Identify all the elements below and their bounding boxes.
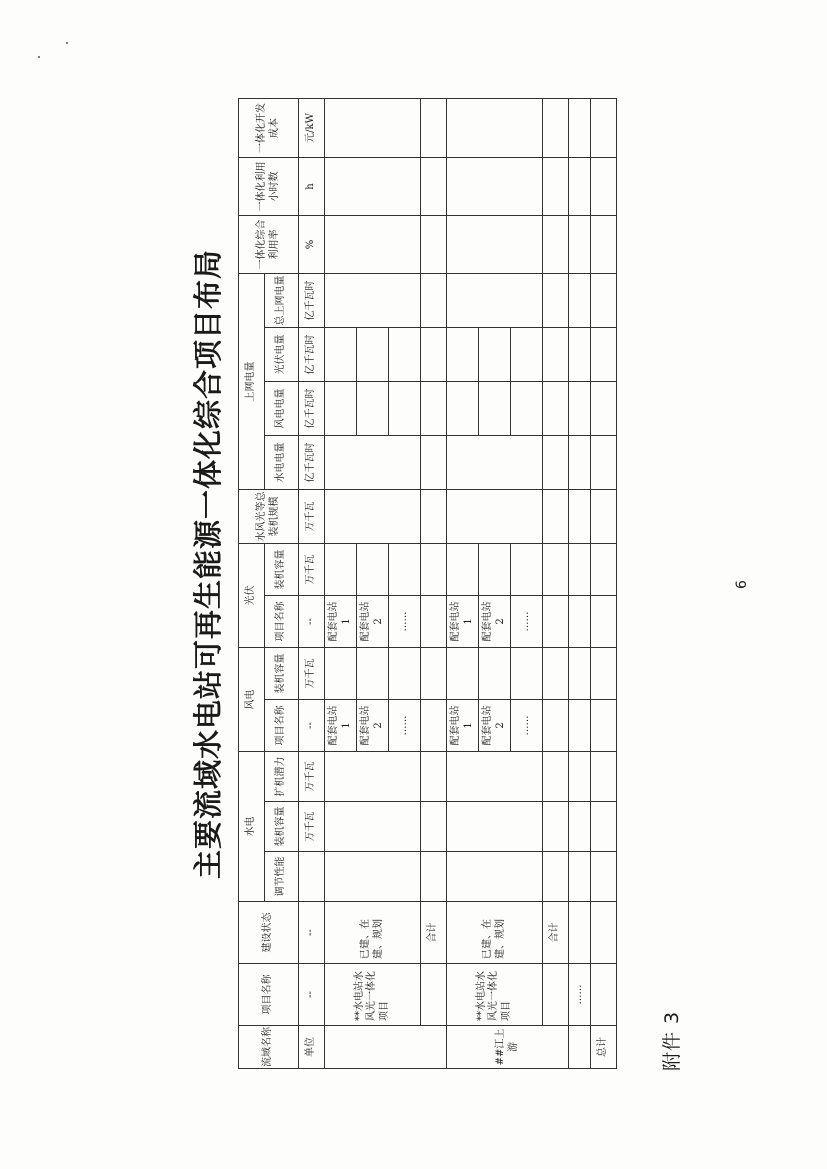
wind-station-cell: 配套电站 2 bbox=[357, 699, 389, 751]
unit-expansion: 万千瓦 bbox=[299, 751, 325, 801]
header-pv-capacity: 装机容量 bbox=[265, 543, 299, 595]
header-wind-capacity: 装机容量 bbox=[265, 647, 299, 699]
table-row bbox=[325, 98, 357, 1068]
header-wind-energy: 风电电量 bbox=[265, 381, 299, 435]
header-hydro-capacity: 装机容量 bbox=[265, 802, 299, 852]
unit-wind-project: -- bbox=[299, 699, 325, 751]
unit-regulation bbox=[299, 852, 325, 902]
unit-label: 单位 bbox=[299, 1026, 325, 1069]
unit-hydro-capacity: 万千瓦 bbox=[299, 802, 325, 852]
subtotal-row bbox=[543, 98, 569, 1068]
unit-pv-energy: 亿千瓦时 bbox=[299, 327, 325, 381]
header-hydro: 水电 bbox=[239, 751, 265, 901]
ellipsis-basin bbox=[569, 1026, 591, 1069]
pv-station-cell: …… bbox=[389, 595, 421, 647]
header-total-capacity: 水风光等总装机规模 bbox=[239, 489, 299, 543]
wind-station-cell: 配套电站 2 bbox=[479, 699, 511, 751]
status-cell: 已建、在建、规划 bbox=[447, 902, 543, 964]
unit-row bbox=[299, 98, 325, 1068]
subtotal-spacer bbox=[543, 964, 569, 1026]
header-wind: 风电 bbox=[239, 647, 265, 751]
header-pv-energy: 光伏电量 bbox=[265, 327, 299, 381]
unit-util-rate: % bbox=[299, 215, 325, 273]
unit-pv-capacity: 万千瓦 bbox=[299, 543, 325, 595]
attachment-label: 附件 3 bbox=[661, 1010, 683, 1071]
pv-station-cell: 配套电站 2 bbox=[479, 595, 511, 647]
header-row-1 bbox=[239, 98, 265, 1068]
basin-cell bbox=[325, 1026, 447, 1069]
header-basin: 流域名称 bbox=[239, 1026, 299, 1069]
unit-util-hours: h bbox=[299, 157, 325, 215]
ellipsis-row bbox=[569, 98, 591, 1068]
unit-wind-capacity: 万千瓦 bbox=[299, 647, 325, 699]
subtotal-row bbox=[421, 98, 447, 1068]
header-pv: 光伏 bbox=[239, 543, 265, 647]
page-title: 主要流域水电站可再生能源一体化综合项目布局 bbox=[191, 248, 225, 879]
header-wind-project: 项目名称 bbox=[265, 699, 299, 751]
table-row bbox=[447, 98, 479, 1068]
project-cell: **水电站水风光一体化项目 bbox=[447, 964, 543, 1026]
unit-hydro-energy: 亿千瓦时 bbox=[299, 435, 325, 489]
project-layout-table bbox=[238, 98, 617, 1069]
grand-total-row bbox=[591, 98, 617, 1068]
header-util-hours: 一体化利用小时数 bbox=[239, 157, 299, 215]
grand-total-label: 总计 bbox=[591, 1026, 617, 1069]
unit-pv-project: -- bbox=[299, 595, 325, 647]
pv-station-cell: 配套电站 1 bbox=[325, 595, 357, 647]
subtotal-label: 合计 bbox=[543, 902, 569, 964]
header-cost: 一体化开发成本 bbox=[239, 98, 299, 157]
header-util-rate: 一体化综合利用率 bbox=[239, 215, 299, 273]
subtotal-label: 合计 bbox=[421, 902, 447, 964]
project-cell: **水电站水风光一体化项目 bbox=[325, 964, 421, 1026]
page-number: 6 bbox=[734, 580, 750, 589]
header-grid-energy: 上网电量 bbox=[239, 273, 265, 489]
status-cell: 已建、在建、规划 bbox=[325, 902, 421, 964]
header-total-energy: 总上网电量 bbox=[265, 273, 299, 327]
unit-wind-energy: 亿千瓦时 bbox=[299, 381, 325, 435]
wind-station-cell: …… bbox=[389, 699, 421, 751]
pv-station-cell: 配套电站 1 bbox=[447, 595, 479, 647]
header-status: 建设状态 bbox=[239, 902, 299, 964]
unit-status: -- bbox=[299, 902, 325, 964]
ellipsis-cell: …… bbox=[569, 964, 591, 1026]
wind-station-cell: …… bbox=[511, 699, 543, 751]
subtotal-spacer bbox=[421, 964, 447, 1026]
scan-speck bbox=[66, 42, 68, 44]
header-hydro-energy: 水电电量 bbox=[265, 435, 299, 489]
unit-total-capacity: 万千瓦 bbox=[299, 489, 325, 543]
header-project: 项目名称 bbox=[239, 964, 299, 1026]
wind-station-cell: 配套电站 1 bbox=[325, 699, 357, 751]
header-regulation: 调节性能 bbox=[265, 852, 299, 902]
scan-speck bbox=[38, 56, 40, 58]
unit-cost: 元/kW bbox=[299, 98, 325, 157]
basin-cell: ##江上游 bbox=[447, 1026, 569, 1069]
pv-station-cell: …… bbox=[511, 595, 543, 647]
wind-station-cell: 配套电站 1 bbox=[447, 699, 479, 751]
header-pv-project: 项目名称 bbox=[265, 595, 299, 647]
pv-station-cell: 配套电站 2 bbox=[357, 595, 389, 647]
unit-total-energy: 亿千瓦时 bbox=[299, 273, 325, 327]
unit-project: -- bbox=[299, 964, 325, 1026]
header-expansion: 扩机潜力 bbox=[265, 751, 299, 801]
